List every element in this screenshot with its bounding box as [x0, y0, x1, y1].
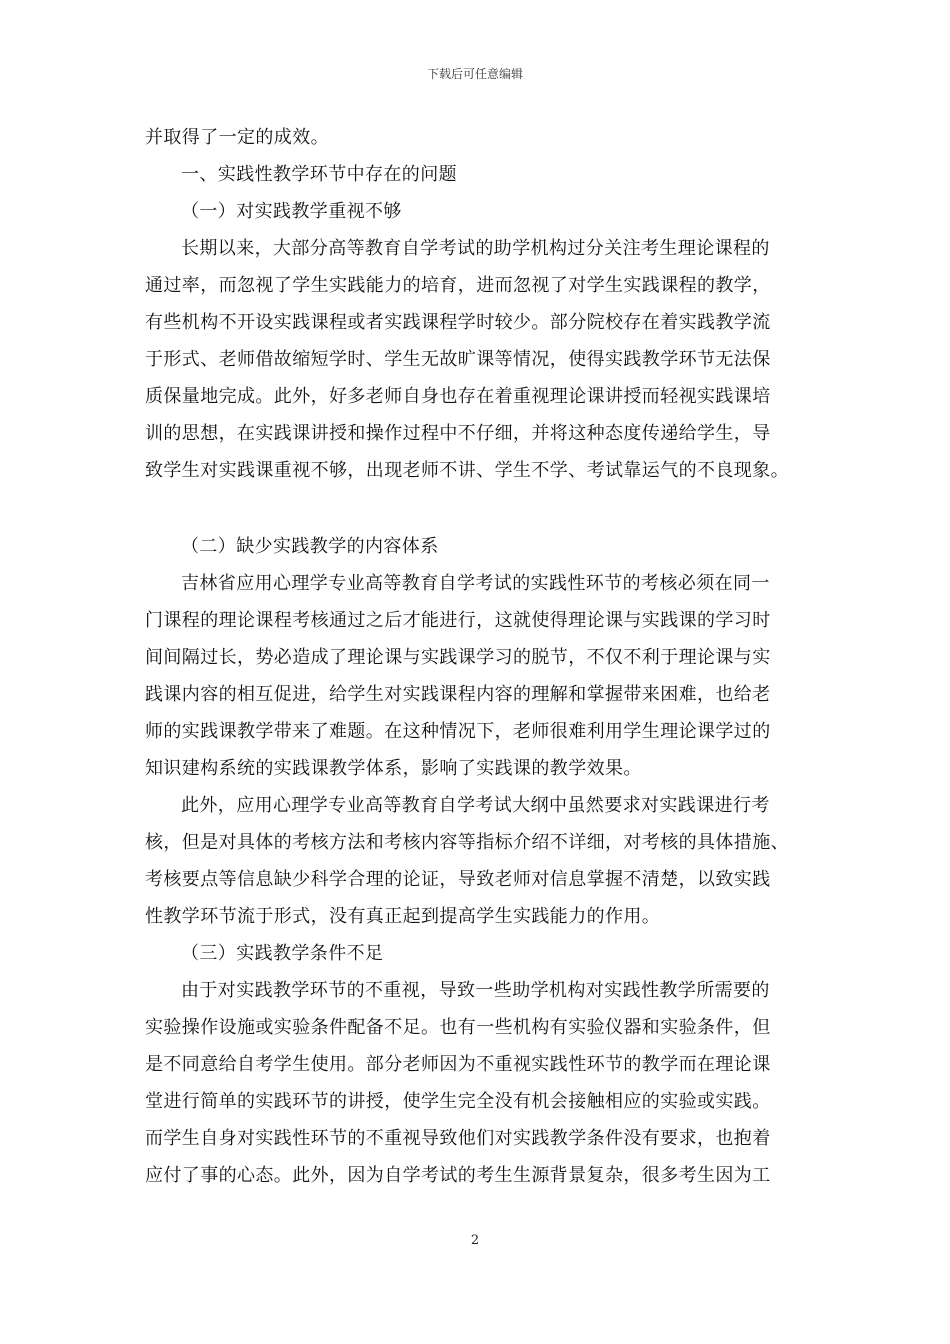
- paragraph-2-line: 践课内容的相互促进，给学生对实践课程内容的理解和掌握带来困难，也给老: [145, 684, 771, 705]
- paragraph-1-line: 长期以来，大部分高等教育自学考试的助学机构过分关注考生理论课程的: [181, 238, 770, 259]
- paragraph-2-line: 门课程的理论课程考核通过之后才能进行，这就使得理论课与实践课的学习时: [145, 610, 771, 631]
- subsection-heading-1: （一）对实践教学重视不够: [181, 201, 402, 222]
- subsection-heading-2: （二）缺少实践教学的内容体系: [181, 536, 439, 557]
- paragraph-3-line: 考核要点等信息缺少科学合理的论证，导致老师对信息掌握不清楚，以致实践: [145, 869, 771, 890]
- paragraph-1-line: 通过率，而忽视了学生实践能力的培育，进而忽视了对学生实践课程的教学，: [145, 275, 771, 296]
- paragraph-3-line: 性教学环节流于形式，没有真正起到提高学生实践能力的作用。: [145, 906, 661, 927]
- paragraph-4-line: 应付了事的心态。此外，因为自学考试的考生生源背景复杂，很多考生因为工: [145, 1165, 771, 1186]
- paragraph-3-line: 核，但是对具体的考核方法和考核内容等指标介绍不详细，对考核的具体措施、: [145, 832, 789, 853]
- text-line-continuation: 并取得了一定的成效。: [145, 127, 329, 148]
- subsection-heading-3: （三）实践教学条件不足: [181, 943, 384, 964]
- paragraph-4-line: 是不同意给自考学生使用。部分老师因为不重视实践性环节的教学而在理论课: [145, 1054, 771, 1075]
- paragraph-3-line: 此外，应用心理学专业高等教育自学考试大纲中虽然要求对实践课进行考: [181, 795, 770, 816]
- page-header: 下载后可任意编辑: [426, 67, 523, 81]
- paragraph-1-line: 于形式、老师借故缩短学时、学生无故旷课等情况，使得实践教学环节无法保: [145, 349, 771, 370]
- paragraph-1-line: 致学生对实践课重视不够，出现老师不讲、学生不学、考试靠运气的不良现象。: [145, 460, 789, 481]
- paragraph-4-line: 而学生自身对实践性环节的不重视导致他们对实践教学条件没有要求，也抱着: [145, 1128, 771, 1149]
- section-heading-1: 一、实践性教学环节中存在的问题: [181, 164, 457, 185]
- paragraph-2-line: 吉林省应用心理学专业高等教育自学考试的实践性环节的考核必须在同一: [181, 573, 770, 594]
- paragraph-2-line: 知识建构系统的实践课教学体系，影响了实践课的教学效果。: [145, 758, 642, 779]
- paragraph-2-line: 间间隔过长，势必造成了理论课与实践课学习的脱节，不仅不利于理论课与实: [145, 647, 771, 668]
- page-number: 2: [470, 1233, 480, 1248]
- paragraph-2-line: 师的实践课教学带来了难题。在这种情况下，老师很难利用学生理论课学过的: [145, 721, 771, 742]
- paragraph-4-line: 堂进行简单的实践环节的讲授，使学生完全没有机会接触相应的实验或实践。: [145, 1091, 771, 1112]
- paragraph-4-line: 实验操作设施或实验条件配备不足。也有一些机构有实验仪器和实验条件，但: [145, 1017, 771, 1038]
- paragraph-1-line: 训的思想，在实践课讲授和操作过程中不仔细，并将这种态度传递给学生，导: [145, 423, 771, 444]
- paragraph-1-line: 质保量地完成。此外，好多老师自身也存在着重视理论课讲授而轻视实践课培: [145, 386, 771, 407]
- paragraph-1-line: 有些机构不开设实践课程或者实践课程学时较少。部分院校存在着实践教学流: [145, 312, 771, 333]
- paragraph-4-line: 由于对实践教学环节的不重视，导致一些助学机构对实践性教学所需要的: [181, 980, 770, 1001]
